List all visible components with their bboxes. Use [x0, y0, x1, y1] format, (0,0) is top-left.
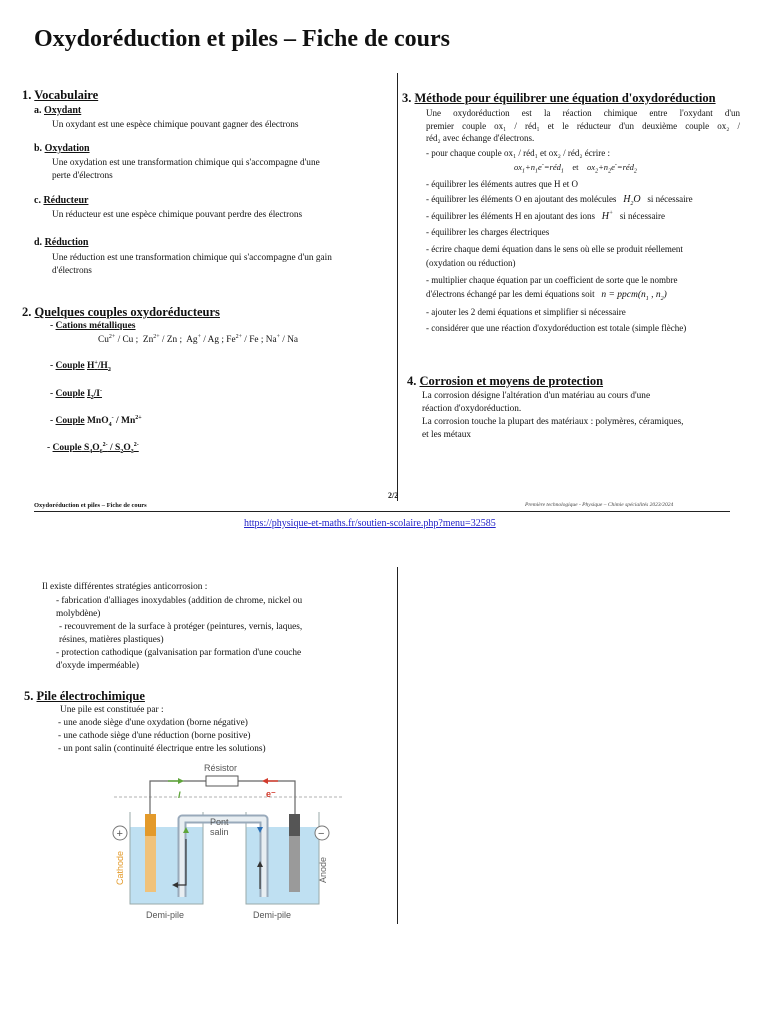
resistor — [206, 776, 238, 786]
salin-label: salin — [210, 827, 229, 837]
pile-diagram — [106, 757, 346, 927]
page-title: Oxydoréduction et piles – Fiche de cours — [34, 26, 450, 52]
subsection-d-heading: d. Réduction — [34, 237, 89, 248]
minus-sign: − — [318, 828, 325, 840]
section-1-heading: 1. Vocabulaire — [22, 88, 99, 102]
current-label: I — [178, 790, 181, 800]
cathode-label: Cathode — [115, 850, 125, 885]
anticorrosion-intro: Il existe différentes stratégies anticorrosion : — [42, 582, 208, 592]
demi-pile-left: Demi-pile — [146, 910, 185, 920]
section-3-heading: 3. Méthode pour équilibrer une équation d'oxydoréduction — [402, 91, 716, 105]
couple-i: - Couple $I_2/I^-$ — [50, 387, 103, 401]
footer-link-wrap — [244, 513, 496, 531]
footer-right: Première technologique - Physique – Chimie spécialités 2023/2024 — [525, 502, 674, 508]
soutien-scolaire-link[interactable]: https://physique-et-maths.fr/soutien-scolaire.php?menu=32585 — [244, 518, 496, 529]
reduction-definition: Une réduction est une transformation chimique qui s'accompagne d'un gain d'électrons — [52, 253, 332, 276]
subsection-b-heading: b. Oxydation — [34, 143, 90, 154]
cathode-electrode-bottom — [145, 836, 156, 892]
corrosion-text: La corrosion désigne l'altération d'un matériau au cours d'une réaction d'oxydoréduction. La corrosion touche la plupart des matériaux : polymères, céramiques, et les métaux — [422, 391, 684, 440]
cathode-electrode-top — [145, 814, 156, 836]
electron-label: e⁻ — [266, 789, 276, 799]
page-number: 2/2 — [388, 491, 399, 500]
left-electrolyte — [130, 827, 203, 904]
footer-left: Oxydoréduction et piles – Fiche de cours — [34, 502, 147, 509]
pont-label: Pont — [210, 817, 229, 827]
reducteur-definition: Un réducteur est une espèce chimique pouvant perdre des électrons — [52, 210, 303, 220]
plus-sign: + — [116, 828, 123, 840]
cations-couples: $Cu^{2+}$ / Cu ; $Zn^{2+}$ / Zn ; Ag+ / Ag ; $Fe^{2+}$ / Fe ; Na+ / Na — [98, 333, 299, 345]
couple-s2o3: - Couple $S_4O_6^{2-} / S_2O_3^{2-}$ — [47, 441, 139, 455]
cations-label: - Cations métalliques — [50, 321, 136, 331]
column-divider-bottom — [397, 567, 398, 924]
right-electrolyte — [246, 827, 319, 904]
section-4-heading: 4. Corrosion et moyens de protection — [407, 374, 604, 388]
section-2-heading: 2. Quelques couples oxydoréducteurs — [22, 305, 220, 319]
footer-rule — [34, 511, 730, 512]
resistor-label: Résistor — [204, 763, 238, 773]
oxydant-definition: Un oxydant est une espèce chimique pouvant gagner des électrons — [52, 120, 299, 130]
anode-electrode-top — [289, 814, 300, 836]
column-divider-top — [397, 73, 398, 501]
couple-h: - Couple $H^+/H_2$ — [50, 359, 111, 373]
section-5-heading: 5. Pile électrochimique — [24, 689, 145, 703]
couple-mno4: - Couple $MnO_4^- / Mn^{2+}$ — [50, 414, 142, 428]
anode-electrode-bottom — [289, 836, 300, 892]
pile-text: Une pile est constituée par : - une anode siège d'une oxydation (borne négative) - une cathode siège d'une réduction (borne positive) - un pont salin (continuité électrique entre les solutions) — [58, 705, 266, 754]
subsection-c-heading: c. Réducteur — [34, 195, 89, 206]
oxydation-definition: Une oxydation est une transformation chimique qui s'accompagne d'une perte d'électrons — [52, 158, 320, 181]
anticorrosion-list: - fabrication d'alliages inoxydables (addition de chrome, nickel ou molybdène) - recouvrement de la surface à protéger (peintures, vernis, laques, résines, matières plastiques) - protection cathodique (galvanisation par formation d'une couche d'oxyde imperméable) — [56, 596, 303, 671]
anode-label: Anode — [318, 856, 328, 883]
subsection-a-heading: a. Oxydant — [34, 105, 82, 116]
demi-pile-right: Demi-pile — [253, 910, 292, 920]
half-equations: $ox_1+n_1e^-=réd_1$ et $ox_2+n_2e^-=réd_2$ — [514, 162, 637, 175]
method-steps: Une oxydoréduction est la réaction chimique entre l'oxydant d'un premier couple ox₁ / réd₁ et le réducteur d'un deuxième couple ox₂ / réd₂ avec échange d'électrons. - pour chaque couple ox₁ / réd₁ et ox₂ / réd₂ écrire : $ox_1+n_1e^-=réd_1$ et $ox_2+n_2e^-=réd_2$ - équilibrer les éléments autres que H et O - équilibrer les éléments O en ajoutant des molécules $H_2O$ si nécessaire - équilibrer les éléments H en ajoutant des ions H+ si nécessaire - équilibrer les charges électriques - écrire chaque demi équation dans le sens où elle se produit réellement (oxydation ou réduction) - multiplier chaque équation par un coefficient de sorte que le nombre d'électrons échangé par les demi équations soit $n = ppcm(n_1$ , $n_2$) - ajouter les 2 demi équations et simplifier si nécessaire - considérer que une réaction d'oxydoréduction est totale (simple flèche) — [426, 108, 740, 333]
